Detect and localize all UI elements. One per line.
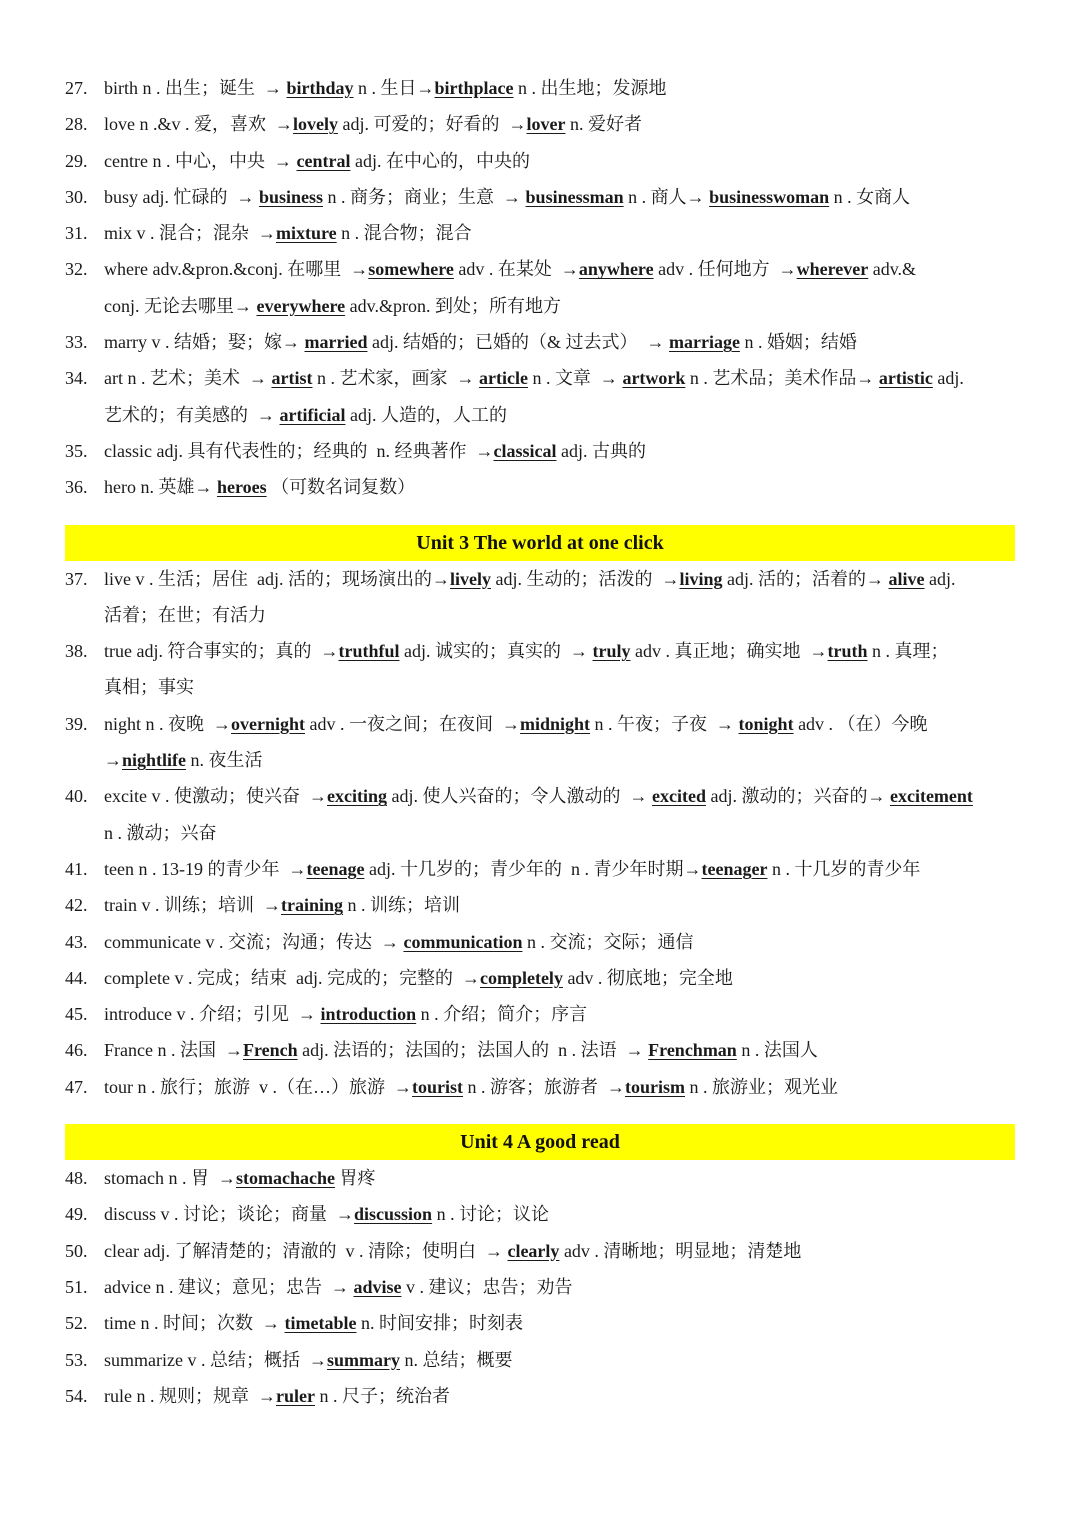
derived-word: overnight [231, 713, 306, 734]
entry-line [104, 397, 1015, 433]
definition-text: tour n . 旅行；旅游 v .（在…）旅游 → [104, 1076, 412, 1097]
derived-word: alive [888, 568, 925, 589]
derived-word: married [304, 332, 368, 353]
definition-text: time n . 时间；次数 → [104, 1313, 285, 1334]
derived-word: nightlife [122, 750, 187, 771]
derived-word: tourist [412, 1076, 463, 1097]
definition-text: n. 时间安排；时刻表 [356, 1313, 523, 1334]
definition-text: adj. 人造的，人工的 [345, 404, 507, 425]
entry-number: 53. [65, 1349, 88, 1370]
entry-number: 32. [65, 259, 88, 280]
derived-word: living [679, 568, 723, 589]
definition-text: adj. 法语的；法国的；法国人的 n . 法语 → [297, 1040, 649, 1061]
entry-line [104, 360, 1015, 396]
definition-text: classic adj. 具有代表性的；经典的 n. 经典著作 → [104, 440, 494, 461]
vocab-entry [65, 324, 1015, 360]
definition-text: adj. 古典的 [556, 440, 646, 461]
entry-number: 37. [65, 568, 88, 589]
derived-word: truly [592, 641, 631, 662]
definition-text: adv . 在某处 → [453, 259, 579, 280]
derived-word: birthplace [434, 78, 514, 98]
entry-line [104, 251, 1015, 287]
entry-line [104, 706, 1015, 742]
derived-word: tourism [625, 1076, 685, 1097]
definition-text: （可数名词复数） [266, 477, 416, 498]
definition-text: adv.&pron. 到处；所有地方 [345, 295, 561, 316]
derived-word: summary [326, 1349, 400, 1370]
entry-number: 49. [65, 1204, 88, 1225]
entry-line [104, 597, 1015, 633]
definition-text: discuss v . 讨论；谈论；商量 → [104, 1204, 355, 1225]
entry-number: 35. [65, 440, 88, 461]
vocab-entry [65, 179, 1015, 215]
entry-number: 34. [65, 368, 88, 389]
entry-line [104, 742, 1015, 778]
derived-word: artistic [878, 368, 933, 389]
vocab-entry [65, 924, 1015, 960]
definition-text: n . 旅游业；观光业 [685, 1076, 838, 1097]
entry-number: 47. [65, 1076, 88, 1097]
derived-word: teenager [701, 858, 768, 879]
derived-word: birthday [286, 78, 354, 98]
entry-line [104, 669, 1015, 705]
derived-word: artwork [622, 368, 686, 389]
derived-word: lover [526, 114, 566, 135]
definition-text: n . 十几岁的青少年 [767, 858, 921, 879]
entry-line [104, 469, 1015, 505]
vocab-entry [65, 887, 1015, 923]
entry-line [104, 1196, 1015, 1232]
derived-word: discussion [354, 1204, 433, 1225]
derived-word: truthful [338, 641, 400, 662]
definition-text: night n . 夜晚 → [104, 713, 232, 734]
definition-text: clear adj. 了解清楚的；清澈的 v . 清除；使明白 → [104, 1240, 508, 1261]
entry-number: 38. [65, 641, 88, 662]
definition-text: excite v . 使激动；使兴奋 → [104, 786, 327, 807]
derived-word: classical [493, 440, 557, 461]
derived-word: businesswoman [709, 186, 830, 207]
entry-number: 40. [65, 786, 88, 807]
derived-word: training [281, 895, 344, 916]
definition-text: adj. 使人兴奋的；令人激动的 → [386, 786, 652, 807]
entry-number: 45. [65, 1004, 88, 1025]
definition-text: n . 生日→ [353, 78, 435, 98]
entry-number: 46. [65, 1040, 88, 1061]
entry-number: 50. [65, 1240, 88, 1261]
vocab-entry [65, 1069, 1015, 1105]
definition-text: adj. 诚实的；真实的 → [399, 641, 593, 662]
entry-line [104, 288, 1015, 324]
definition-text: n. 夜生活 [186, 750, 263, 771]
vocab-entry [65, 1160, 1015, 1196]
definition-text: n . 女商人 [829, 186, 911, 207]
definition-text: n. 总结；概要 [399, 1349, 513, 1370]
definition-text: 艺术的；有美感的 → [104, 404, 280, 425]
definition-text: adj. 在中心的，中央的 [350, 150, 530, 171]
derived-word: excitement [889, 786, 973, 807]
vocab-entry [65, 433, 1015, 469]
definition-text: France n . 法国 → [104, 1040, 243, 1061]
entry-line [104, 996, 1015, 1032]
definition-text: n . 艺术家，画家 → [312, 368, 479, 389]
entry-number: 33. [65, 332, 88, 353]
entry-line [104, 70, 1015, 106]
derived-word: French [242, 1040, 298, 1061]
entry-line [104, 851, 1015, 887]
vocab-entry [65, 1233, 1015, 1269]
definition-text: n . 交流；交际；通信 [522, 931, 694, 952]
entry-number: 52. [65, 1313, 88, 1334]
vocab-entry [65, 106, 1015, 142]
vocab-entry [65, 143, 1015, 179]
definition-text: adv . 清晰地；明显地；清楚地 [559, 1240, 802, 1261]
definition-text: communicate v . 交流；沟通；传达 → [104, 931, 404, 952]
derived-word: exciting [326, 786, 387, 807]
definition-text: n . 婚姻；结婚 [739, 332, 857, 353]
unit-heading: Unit 4 A good read [65, 1124, 1015, 1160]
entry-line [104, 1378, 1015, 1414]
derived-word: mixture [276, 223, 337, 244]
entry-number: 51. [65, 1276, 88, 1297]
derived-word: completely [479, 967, 563, 988]
entry-number: 54. [65, 1385, 88, 1406]
derived-word: wherever [796, 259, 869, 280]
derived-word: teenage [306, 858, 365, 879]
derived-word: marriage [668, 332, 740, 353]
definition-text: adj. 结婚的；已婚的（& 过去式） → [367, 332, 669, 353]
definition-text: introduce v . 介绍；引见 → [104, 1004, 321, 1025]
vocab-entry [65, 851, 1015, 887]
entry-number: 36. [65, 477, 88, 498]
derived-word: truth [827, 641, 868, 662]
entry-number: 28. [65, 114, 88, 135]
vocab-entry [65, 1196, 1015, 1232]
definition-text: n . 游客；旅游者 → [463, 1076, 625, 1097]
entry-number: 27. [65, 78, 88, 98]
definition-text: 真相；事实 [104, 677, 194, 698]
definition-text: adv . 真正地；确实地 → [630, 641, 828, 662]
derived-word: heroes [216, 477, 267, 498]
definition-text: where adv.&pron.&conj. 在哪里 → [104, 259, 369, 280]
entry-line [104, 887, 1015, 923]
entry-line [104, 633, 1015, 669]
vocab-entry [65, 469, 1015, 505]
definition-text: adv . 彻底地；完全地 [562, 967, 733, 988]
entry-number: 31. [65, 223, 88, 244]
vocab-entry [65, 1378, 1015, 1414]
entry-line [104, 179, 1015, 215]
derived-word: excited [651, 786, 706, 807]
derived-word: everywhere [256, 295, 346, 316]
definition-text: n . 午夜；子夜 → [590, 713, 739, 734]
entry-number: 48. [65, 1168, 88, 1189]
definition-text: n . 讨论；议论 [432, 1204, 550, 1225]
definition-text: n. 爱好者 [565, 114, 642, 135]
derived-word: stomachache [236, 1168, 335, 1189]
entry-line [104, 960, 1015, 996]
definition-text: adj. 十几岁的；青少年的 n . 青少年时期→ [364, 858, 702, 879]
vocab-entry [65, 1032, 1015, 1068]
derived-word: tonight [738, 713, 794, 734]
entry-number: 30. [65, 186, 88, 207]
derived-word: advise [353, 1276, 402, 1297]
entry-line [104, 143, 1015, 179]
entry-number: 39. [65, 713, 88, 734]
vocab-entry [65, 1305, 1015, 1341]
definition-text: n . 商务；商业；生意 → [323, 186, 526, 207]
vocab-entry [65, 360, 1015, 433]
vocab-entry [65, 1269, 1015, 1305]
entry-line [104, 215, 1015, 251]
definition-text: n . 激动；兴奋 [104, 822, 217, 843]
definition-text: conj. 无论去哪里→ [104, 295, 257, 316]
definition-text: adj. [932, 368, 964, 389]
definition-text: adj. [924, 568, 956, 589]
definition-text: adj. 激动的；兴奋的→ [705, 786, 890, 807]
derived-word: artificial [279, 404, 346, 425]
definition-text: n . 艺术品；美术作品→ [685, 368, 879, 389]
definition-text: rule n . 规则；规章 → [104, 1385, 276, 1406]
entry-line [104, 1233, 1015, 1269]
definition-text: train v . 训练；培训 → [104, 895, 281, 916]
derived-word: business [259, 186, 324, 207]
entry-line [104, 561, 1015, 597]
entry-number: 29. [65, 150, 88, 171]
derived-word: anywhere [578, 259, 654, 280]
definition-text: art n . 艺术；美术 → [104, 368, 272, 389]
section-spacer [0, 506, 1080, 525]
definition-text: n . 混合物；混合 [336, 223, 472, 244]
vocabulary-document [0, 70, 1080, 1414]
definition-text: hero n. 英雄→ [104, 477, 217, 498]
entry-number: 44. [65, 967, 88, 988]
derived-word: central [296, 150, 351, 171]
derived-word: midnight [520, 713, 591, 734]
definition-text: n . 真理； [867, 641, 949, 662]
definition-text: adv . 一夜之间；在夜间 → [305, 713, 521, 734]
definition-text: complete v . 完成；结束 adj. 完成的；完整的 → [104, 967, 480, 988]
entry-line [104, 1160, 1015, 1196]
derived-word: artist [271, 368, 313, 389]
definition-text: n . 尺子；统治者 [314, 1385, 450, 1406]
vocab-entry [65, 251, 1015, 324]
definition-text: adj. 可爱的；好看的 → [338, 114, 527, 135]
definition-text: adj. 生动的；活泼的 → [490, 568, 680, 589]
definition-text: busy adj. 忙碌的 → [104, 186, 259, 207]
entry-line [104, 924, 1015, 960]
definition-text: live v . 生活；居住 adj. 活的；现场演出的→ [104, 568, 450, 589]
derived-word: clearly [507, 1240, 560, 1261]
definition-text: teen n . 13-19 的青少年 → [104, 858, 307, 879]
definition-text: stomach n . 胃 → [104, 1168, 236, 1189]
definition-text: n . 文章 → [527, 368, 623, 389]
vocab-entry [65, 70, 1015, 106]
definition-text: love n .&v . 爱，喜欢 → [104, 114, 293, 135]
entry-line [104, 433, 1015, 469]
derived-word: Frenchman [648, 1040, 737, 1061]
definition-text: n . 训练；培训 [343, 895, 461, 916]
vocab-entry [65, 215, 1015, 251]
entry-line [104, 106, 1015, 142]
derived-word: lively [449, 568, 491, 589]
definition-text: n . 法国人 [736, 1040, 818, 1061]
entry-number: 41. [65, 858, 88, 879]
entry-number: 42. [65, 895, 88, 916]
derived-word: lovely [293, 114, 338, 135]
vocab-entry [65, 778, 1015, 851]
vocab-entry [65, 633, 1015, 706]
definition-text: true adj. 符合事实的；真的 → [104, 641, 339, 662]
definition-text: → [104, 750, 122, 771]
derived-word: timetable [284, 1313, 357, 1334]
derived-word: article [478, 368, 528, 389]
entry-line [104, 1032, 1015, 1068]
derived-word: businessman [525, 186, 624, 207]
definition-text: 胃疼 [334, 1168, 376, 1189]
definition-text: birth n . 出生；诞生 → [104, 78, 287, 98]
definition-text: adv . 任何地方 → [653, 259, 797, 280]
derived-word: communication [403, 931, 523, 952]
vocab-entry [65, 706, 1015, 779]
vocab-entry [65, 960, 1015, 996]
definition-text: mix v . 混合；混杂 → [104, 223, 277, 244]
definition-text: adj. 活的；活着的→ [722, 568, 889, 589]
derived-word: introduction [320, 1004, 417, 1025]
definition-text: 活着；在世；有活力 [104, 604, 266, 625]
definition-text: marry v . 结婚；娶；嫁→ [104, 332, 305, 353]
vocab-entry [65, 996, 1015, 1032]
definition-text: v . 建议；忠告；劝告 [401, 1276, 573, 1297]
entry-number: 43. [65, 931, 88, 952]
entry-line [104, 1342, 1015, 1378]
derived-word: ruler [275, 1385, 315, 1406]
definition-text: summarize v . 总结；概括 → [104, 1349, 327, 1370]
entry-line [104, 815, 1015, 851]
entry-line [104, 1069, 1015, 1105]
vocab-entry [65, 1342, 1015, 1378]
entry-line [104, 1269, 1015, 1305]
definition-text: adv . （在）今晚 [793, 713, 928, 734]
entry-line [104, 778, 1015, 814]
derived-word: somewhere [368, 259, 454, 280]
definition-text: n . 介绍；简介；序言 [416, 1004, 588, 1025]
section-spacer [0, 1105, 1080, 1124]
definition-text: n . 出生地；发源地 [513, 78, 667, 98]
definition-text: adv.& [868, 259, 917, 280]
definition-text: n . 商人→ [623, 186, 710, 207]
unit-heading: Unit 3 The world at one click [65, 525, 1015, 561]
vocab-entry [65, 561, 1015, 634]
entry-line [104, 324, 1015, 360]
definition-text: advice n . 建议；意见；忠告 → [104, 1276, 354, 1297]
entry-line [104, 1305, 1015, 1341]
definition-text: centre n . 中心，中央 → [104, 150, 297, 171]
